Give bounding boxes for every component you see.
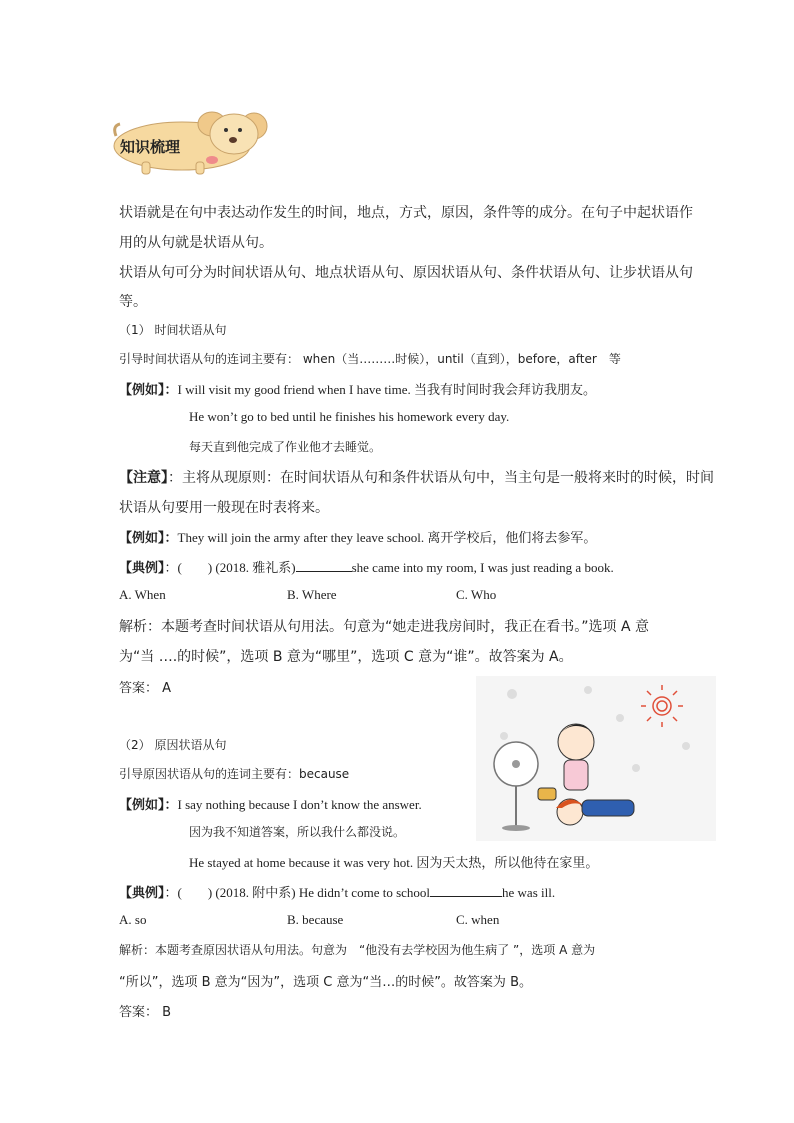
section1-note-line-2: 状语从句要用一般现在时表将来。 <box>119 500 329 516</box>
section2-option-a: A. so <box>119 912 147 927</box>
intro-line-1: 状语就是在句中表达动作发生的时间，地点，方式，原因，条件等的成分。在句子中起状语作 <box>119 205 693 221</box>
dog-tail <box>115 124 120 136</box>
typical-question-suffix: she came into my room, I was just reading a book. <box>351 560 614 575</box>
section1-example2: He won’t go to bed until he finishes his homework every day. <box>189 409 510 424</box>
typical-label: 【典例】 <box>119 561 165 576</box>
example1-text: I say nothing because I don’t know the answer. <box>177 797 422 812</box>
section1-example3 <box>119 527 596 546</box>
typical-label: 【典例】 <box>119 886 165 901</box>
answer-blank <box>296 559 352 572</box>
section2-example1-translation: 因为我不知道答案，所以我什么都没说。 <box>189 825 406 839</box>
logo-title: 知识梳理 <box>120 138 181 156</box>
illustration-image <box>476 676 716 841</box>
typical-question-prefix: ：( ) (2018. 附中系) He didn’t come to school <box>164 885 431 900</box>
section1-note-line-1 <box>119 467 714 487</box>
section1-analysis-line-1: 解析：本题考查时间状语从句用法。句意为“她走进我房间时，我正在看书。”选项 A 意 <box>119 619 649 635</box>
typical-question-suffix: he was ill. <box>502 885 556 900</box>
dog-leg-2 <box>196 162 204 174</box>
dog-leg-1 <box>142 162 150 174</box>
section1-option-c: C. Who <box>456 587 497 602</box>
example-label: 【例如】： <box>119 798 178 813</box>
dog-nose <box>229 137 237 143</box>
section1-answer: 答案： A <box>119 681 172 696</box>
section1-option-a: A. When <box>119 587 166 602</box>
dog-eye-right <box>238 128 242 132</box>
note-text: ：主将从现原则：在时间状语从句和条件状语从句中，当主句是一般将来时的时候，时间 <box>168 470 714 486</box>
section2-example1 <box>119 794 422 813</box>
section2-typical-question <box>119 882 555 901</box>
section1-typical-question <box>119 557 614 576</box>
dog-eye-left <box>224 128 228 132</box>
section1-example1 <box>119 379 596 398</box>
section2-heading: （2） 原因状语从句 <box>119 738 227 752</box>
section2-option-b: B. because <box>287 912 344 927</box>
section2-conj-intro: 引导原因状语从句的连词主要有：because <box>119 767 350 781</box>
dog-head <box>210 114 258 154</box>
example-label: 【例如】： <box>119 531 178 546</box>
intro-line-2: 用的从句就是状语从句。 <box>119 235 273 251</box>
note-label: 【注意】 <box>119 470 168 486</box>
intro-line-3: 状语从句可分为时间状语从句、地点状语从句、原因状语从句、条件状语从句、让步状语从句 <box>119 265 693 281</box>
section2-analysis-line-1: 解析：本题考查原因状语从句用法。句意为 “他没有去学校因为他生病了 ”，选项 A 意为 <box>119 943 596 957</box>
example3-text: They will join the army after they leave school. 离开学校后，他们将去参军。 <box>177 530 597 545</box>
section1-conj-intro: 引导时间状语从句的连词主要有： when（当………时候），until（直到），before，after 等 <box>119 352 621 366</box>
section1-example2-translation: 每天直到他完成了作业他才去睡觉。 <box>189 440 382 454</box>
example1-text: I will visit my good friend when I have time. 当我有时间时我会拜访我朋友。 <box>177 382 596 397</box>
section2-analysis-line-2: “所以”，选项 B 意为“因为”，选项 C 意为“当…的时候”。故答案为 B。 <box>119 975 532 990</box>
section1-option-b: B. Where <box>287 587 337 602</box>
example-label: 【例如】： <box>119 383 178 398</box>
section1-analysis-line-2: 为“当 ….的时候”，选项 B 意为“哪里”，选项 C 意为“谁”。故答案为 A。 <box>119 649 573 665</box>
intro-line-4: 等。 <box>119 294 147 310</box>
dog-tongue <box>206 156 218 164</box>
section2-answer: 答案： B <box>119 1005 172 1020</box>
section2-example2: He stayed at home because it was very hot. 因为天太热，所以他待在家里。 <box>189 855 599 870</box>
typical-question-prefix: ：( ) (2018. 雅礼系) <box>164 560 296 575</box>
answer-blank <box>430 884 502 897</box>
knowledge-logo-image <box>112 106 272 178</box>
section2-option-c: C. when <box>456 912 500 927</box>
section1-heading: （1） 时间状语从句 <box>119 323 227 337</box>
